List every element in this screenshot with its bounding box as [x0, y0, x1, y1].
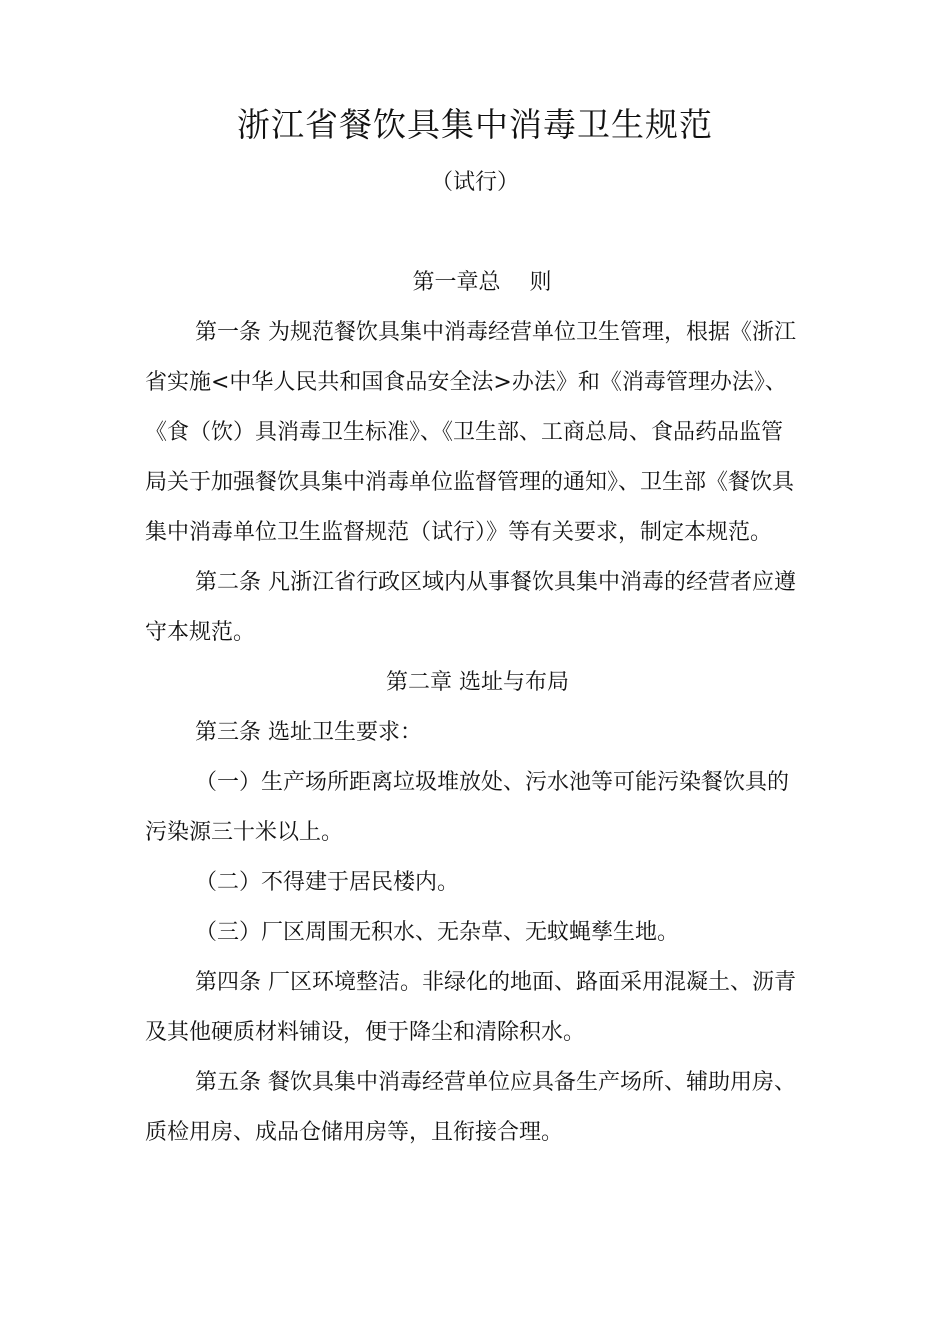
text-line: 第一条 为规范餐饮具集中消毒经营单位卫生管理，根据《浙江 — [195, 320, 796, 345]
document-title: 浙江省餐饮具集中消毒卫生规范 — [237, 105, 713, 144]
text-line: 质检用房、成品仓储用房等，且衔接合理。 — [145, 1120, 564, 1145]
text-line: 第五条 餐饮具集中消毒经营单位应具备生产场所、辅助用房、 — [195, 1070, 796, 1095]
article-3-item-2 — [145, 858, 810, 908]
text-line: 第四条 厂区环境整洁。非绿化的地面、路面采用混凝土、沥青 — [195, 970, 796, 995]
text-line: 污染源三十米以上。 — [145, 820, 344, 845]
chapter-heading: 第一章总 则 — [412, 270, 552, 295]
text-line: 省实施<中华人民共和国食品安全法>办法》和《消毒管理办法》、 — [145, 370, 787, 395]
article-2 — [145, 558, 810, 658]
document-body — [145, 258, 810, 1158]
text-line: 第二条 凡浙江省行政区域内从事餐饮具集中消毒的经营者应遵 — [195, 570, 796, 595]
text-line: 第三条 选址卫生要求： — [195, 720, 422, 745]
text-line: 集中消毒单位卫生监督规范（试行）》等有关要求，制定本规范。 — [145, 520, 773, 545]
text-line: （三）厂区周围无积水、无杂草、无蚊蝇孳生地。 — [195, 920, 680, 945]
article-4 — [145, 958, 810, 1058]
document-subtitle: （试行） — [430, 170, 519, 195]
text-line: （二）不得建于居民楼内。 — [195, 870, 460, 895]
text-line: 及其他硬质材料铺设，便于降尘和清除积水。 — [145, 1020, 586, 1045]
article-1 — [145, 308, 810, 558]
article-5 — [145, 1058, 810, 1158]
text-line: （一）生产场所距离垃圾堆放处、污水池等可能污染餐饮具的 — [195, 770, 790, 795]
chapter-heading: 第二章 选址与布局 — [386, 670, 569, 695]
article-3-item-1 — [145, 758, 810, 858]
text-line: 局关于加强餐饮具集中消毒单位监督管理的通知》、卫生部《餐饮具 — [145, 470, 795, 495]
text-line: 守本规范。 — [145, 620, 256, 645]
article-3-item-3 — [145, 908, 810, 958]
article-3 — [145, 708, 810, 758]
text-line: 《食（饮）具消毒卫生标准》、《卫生部、工商总局、食品药品监管 — [145, 420, 784, 445]
